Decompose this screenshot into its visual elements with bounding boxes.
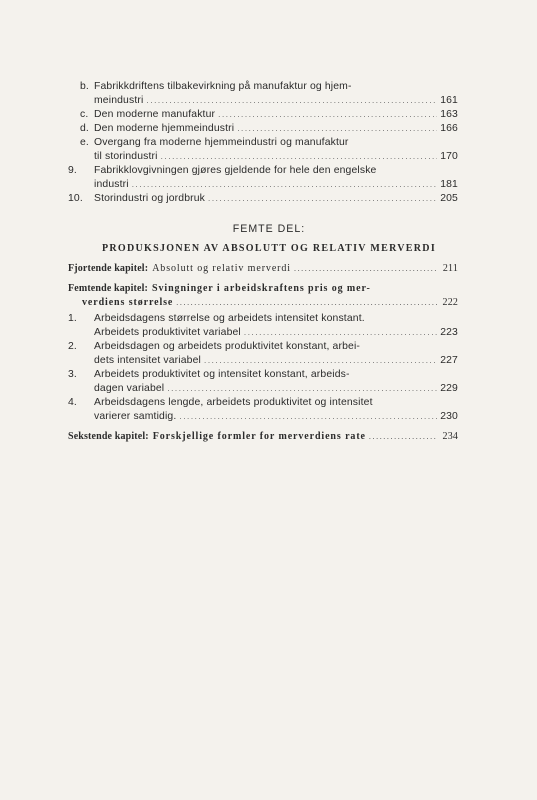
leader-dots (208, 192, 437, 206)
page-number: 227 (440, 355, 458, 366)
leader-dots (176, 296, 437, 310)
toc-section-3-cont (80, 382, 458, 396)
entry-text: Arbeidets produktivitet variabel (94, 327, 241, 338)
chapter-title: verdiens størrelse (82, 297, 174, 308)
toc-section-1-cont (80, 326, 458, 340)
leader-dots (179, 410, 437, 424)
entry-text: varierer samtidig. (94, 411, 177, 422)
entry-text: Den moderne manufaktur (94, 109, 216, 120)
chapter-title: Forskjellige formler for merverdiens rate (152, 431, 366, 442)
entry-text: meindustri (94, 95, 144, 106)
entry-text: Fabrikklovgivningen gjøres gjeldende for hele den engelske (94, 165, 377, 176)
toc-section-2 (68, 340, 458, 354)
page-number: 229 (440, 383, 458, 394)
entry-number: b. (80, 81, 89, 92)
entry-number: 2. (68, 341, 77, 352)
entry-text: Arbeidsdagens lengde, arbeidets produktivitet og intensitet (94, 397, 373, 408)
entry-text: Fabrikkdriftens tilbakevirkning på manufaktur og hjem- (94, 81, 352, 92)
leader-dots (218, 108, 437, 122)
toc-entry-10 (68, 192, 458, 206)
toc-chapter-16 (68, 430, 458, 444)
entry-text: Arbeidsdagens størrelse og arbeidets intensitet konstant. (94, 313, 365, 324)
page-number: 222 (442, 297, 458, 308)
toc-entry-e (80, 136, 458, 150)
chapter-label: Sekstende kapitel: (68, 431, 149, 442)
entry-number: e. (80, 137, 89, 148)
page-number: 234 (442, 431, 458, 442)
leader-dots (132, 178, 437, 192)
leader-dots (237, 122, 437, 136)
toc-chapter-14 (68, 262, 458, 276)
entry-text: Den moderne hjemmeindustri (94, 123, 235, 134)
toc-entry-9 (68, 164, 458, 178)
leader-dots (294, 262, 437, 276)
entry-text: Overgang fra moderne hjemmeindustri og manufaktur (94, 137, 349, 148)
toc-section-1 (68, 312, 458, 326)
entry-number: 4. (68, 397, 77, 408)
part-title: FEMTE DEL: (232, 223, 306, 235)
chapter-label: Fjortende kapitel: (68, 263, 149, 274)
toc-entry-e-cont (80, 150, 458, 164)
entry-text: industri (94, 179, 129, 190)
leader-dots (161, 150, 437, 164)
entry-number: 3. (68, 369, 77, 380)
entry-text: til storindustri (94, 151, 158, 162)
leader-dots (204, 354, 437, 368)
entry-number: d. (80, 123, 89, 134)
entry-number: 10. (68, 193, 83, 204)
chapter-title: Svingninger i arbeidskraftens pris og mer- (152, 283, 371, 294)
entry-text: dets intensitet variabel (94, 355, 201, 366)
entry-text: Arbeidets produktivitet og intensitet konstant, arbeids- (94, 369, 350, 380)
chapter-label: Femtende kapitel: (68, 283, 149, 294)
entry-number: 1. (68, 313, 77, 324)
leader-dots (244, 326, 437, 340)
page-number: 211 (442, 263, 458, 274)
entry-text: dagen variabel (94, 383, 165, 394)
leader-dots (167, 382, 437, 396)
toc-section-3 (68, 368, 458, 382)
leader-dots (146, 94, 437, 108)
table-of-contents (68, 80, 458, 444)
entry-number: c. (80, 109, 89, 120)
page-number: 181 (440, 179, 458, 190)
toc-section-4-cont (80, 410, 458, 424)
toc-chapter-15-cont (80, 296, 458, 310)
leader-dots (369, 430, 437, 444)
toc-entry-d (80, 122, 458, 136)
toc-entry-b (80, 80, 458, 94)
chapter-title: Absolutt og relativ merverdi (152, 263, 291, 274)
page-number: 230 (440, 411, 458, 422)
toc-entry-c (80, 108, 458, 122)
page-number: 161 (440, 95, 458, 106)
page-number: 170 (440, 151, 458, 162)
page-number: 223 (440, 327, 458, 338)
entry-text: Storindustri og jordbruk (94, 193, 206, 204)
page-number: 163 (440, 109, 458, 120)
toc-chapter-15 (68, 282, 458, 296)
entry-number: 9. (68, 165, 77, 176)
toc-section-4 (68, 396, 458, 410)
toc-entry-9-cont (80, 178, 458, 192)
toc-entry-b-cont (80, 94, 458, 108)
toc-section-2-cont (80, 354, 458, 368)
entry-text: Arbeidsdagen og arbeidets produktivitet konstant, arbei- (94, 341, 361, 352)
page-number: 205 (440, 193, 458, 204)
page-number: 166 (440, 123, 458, 134)
part-subtitle: PRODUKSJONEN AV ABSOLUTT OG RELATIV MERVERDI (101, 243, 437, 254)
